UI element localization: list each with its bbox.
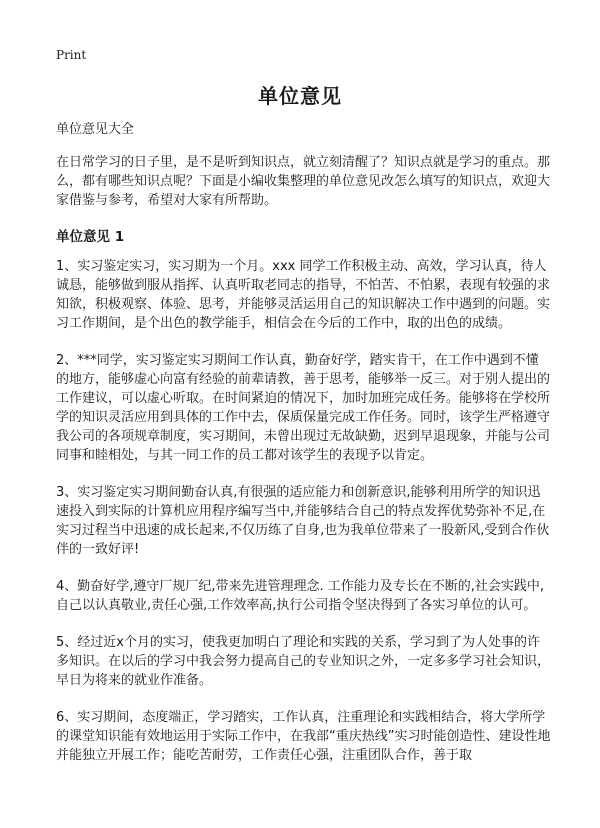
print-link[interactable]: Print bbox=[56, 48, 87, 62]
document-body bbox=[56, 120, 551, 783]
paragraph-5: 5、经过近x个月的实习，使我更加明白了理论和实践的关系，学习到了为人处事的许多知识。在以后的学习中我会努力提高自己的专业知识之外，一定多多学习社会知识，早日为将来的就业作准备。 bbox=[56, 635, 551, 688]
paragraph-1: 1、实习鉴定实习，实习期为一个月。xxx 同学工作积极主动、高效，学习认真，待人诚恳，能够做到服从指挥、认真听取老同志的指导，不怕苦、不怕累，表现有较强的求知欲，积极观察、体验、思考，并能够灵活运用自己的知识解决工作中遇到的问题。实习工作期间，是个出色的教学能手，相信会在今后的工作中，取的出色的成绩。 bbox=[56, 259, 551, 331]
paragraph-3: 3、实习鉴定实习期间勤奋认真,有很强的适应能力和创新意识,能够利用所学的知识迅速投入到实际的计算机应用程序编写当中,并能够结合自己的特点发挥优势弥补不足,在实习过程当中迅速的成长起来,不仅历练了自身,也为我单位带来了一股新风,受到合作伙伴的一致好评! bbox=[56, 485, 550, 557]
page-title: 单位意见 bbox=[258, 84, 342, 108]
intro-paragraph: 在日常学习的日子里，是不是听到知识点，就立刻清醒了？知识点就是学习的重点。那么，都有哪些知识点呢？下面是小编收集整理的单位意见改怎么填写的知识点，欢迎大家借鉴与参考，希望对大家有所帮助。 bbox=[56, 155, 551, 208]
paragraph-6: 6、实习期间，态度端正，学习踏实，工作认真，注重理论和实践相结合，将大学所学的课堂知识能有效地运用于实际工作中，在我部“重庆热线”实习时能创造性、建设性地并能独立开展工作；能吃苦耐劳，工作责任心强，注重团队合作，善于取 bbox=[56, 710, 551, 763]
document-subtitle: 单位意见大全 bbox=[56, 122, 135, 137]
paragraph-4: 4、勤奋好学,遵守厂规厂纪,带来先进管理理念. 工作能力及专长在不断的,社会实践中,自己以认真敬业,责任心强,工作效率高,执行公司指令坚决得到了各实习单位的认可。 bbox=[56, 579, 545, 613]
paragraph-2: 2、***同学，实习鉴定实习期间工作认真，勤奋好学，踏实肯干，在工作中遇到不懂的地方，能够虚心向富有经验的前辈请教，善于思考，能够举一反三。对于别人提出的工作建议，可以虚心听取。在时间紧迫的情况下，加时加班完成任务。能够将在学校所学的知识灵活应用到具体的工作中去，保质保量完成工作任务。同时，该学生严格遵守我公司的各项规章制度，实习期间，未曾出现过无故缺勤，迟到早退现象，并能与公司同事和睦相处，与其一同工作的员工都对该学生的表现予以肯定。 bbox=[56, 353, 551, 463]
section-heading: 单位意见 1 bbox=[56, 229, 125, 245]
